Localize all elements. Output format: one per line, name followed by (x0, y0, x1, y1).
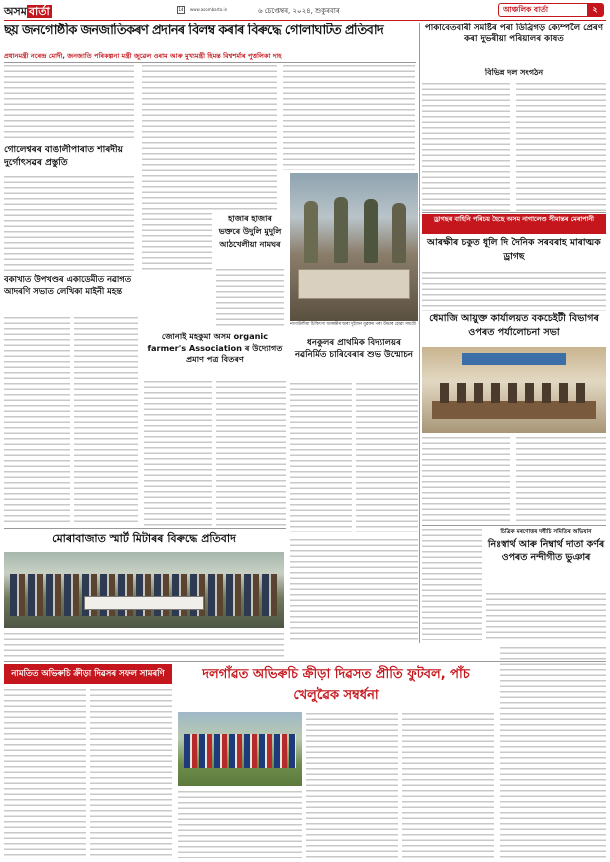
sports-left-body (4, 688, 86, 858)
issue-date: ৬ চেপ্তেম্বৰ, ২০২৪, শুকুৰবাৰ (258, 7, 340, 15)
right-bottom-body (500, 646, 606, 858)
organic-headline: জোনাই মহকুমা অসম organic farmer's Association ৰ উদ্যোগত প্ৰমাণ পত্ৰ বিতৰণ (147, 331, 283, 364)
pakabetari-body (422, 82, 510, 212)
sports-left-headline: নামতিত অভিৰুচি ক্ৰীড়া দিৱসৰ সফল সামৰণি (11, 668, 165, 678)
teacher-body-2 (356, 382, 418, 532)
sports-team-photo (178, 712, 302, 786)
goleshwar-headline: গোলেশ্বৰৰ বাঙালীপাৰাত শাৰদীয় দুৰ্গোৎসৱৰ প্ৰস্তুতি (4, 145, 123, 168)
teacher-headline: ধনকুলৰ প্ৰাথমিক বিদ্যালয়ৰ নৱনিৰ্মিত চাৰিবেৰাৰ শুভ উন্মোচন (295, 338, 413, 360)
masthead-rule (4, 20, 606, 21)
teacher-body (290, 382, 352, 532)
organic-body (144, 380, 212, 526)
dhemaji-headline: ধেমাজি আয়ুক্ত কাৰ্যালয়ত বকচেইটী বিভাগৰ ওপৰত পৰ্যালোচনা সভা (429, 313, 599, 338)
lead-body-col-2 (142, 64, 277, 210)
banner (462, 353, 566, 365)
section-label (498, 3, 604, 17)
separator-sports (4, 661, 606, 662)
meeting-table (432, 401, 596, 419)
drug-kicker: ড্ৰাগছৰ বাহিনি পৰিচয় হৈছে অসম নাগালেণ্ড সীমান্তৰ মেৰাপানী (422, 214, 606, 234)
organic-body-2 (216, 380, 286, 526)
attendees (440, 383, 588, 403)
logo-left: অসম (4, 5, 27, 18)
lead-body-col-1 (4, 64, 134, 142)
pakabetari-body-2 (516, 82, 606, 212)
goleshwar-body (4, 175, 134, 271)
website: www.asombarta.in (190, 7, 228, 12)
pakabetari-subhead: বিভিন্ন দল সংগঠন (484, 68, 544, 77)
sports-left-box (4, 664, 172, 684)
lead-subhead: প্ৰধানমন্ত্ৰী নৰেন্দ্ৰ মোদী, জনজাতি পৰিকল্পনা মন্ত্ৰী জুৱেল ওৰাম আৰু মুখ্যমন্ত্ৰী হিমন্ত বিশ্বশৰ্মাৰ পুত্তলিকা দাহ (4, 52, 282, 60)
nanab-headline: হাজাৰ হাজাৰ ভক্তৰে উদুলি মুদুলি আঠখেলীয়া নামঘৰ (218, 214, 282, 249)
logo-right: বাৰ্তা (28, 5, 50, 18)
sports-left-body-2 (90, 688, 172, 858)
officer-figure-4 (392, 203, 406, 263)
separator-dhemaji (422, 525, 606, 526)
page-number: ২ (587, 4, 603, 16)
separator-right-col (419, 23, 420, 643)
section-name: আঞ্চলিক বাৰ্তা (503, 5, 549, 14)
page-icon: 14 (178, 7, 184, 12)
smart-meter-protest-photo (4, 552, 284, 628)
bokakhat-body (4, 316, 70, 526)
kunjalal-headline: নিঃস্বাৰ্থ আৰু নিম্বাৰ্থ দাতা কৰ্ণৰ ওপৰত নন্দীগীত ভুঞাৰ (487, 539, 605, 563)
lead-headline: ছয় জনগোষ্ঠীক জনজাতিকৰণ প্ৰদানৰ বিলম্ব কৰাৰ বিৰুদ্ধে গোলাঘাটত প্ৰতিবাদ (4, 23, 384, 38)
dhemaji-body (422, 436, 510, 524)
sports-main-body (178, 790, 302, 858)
separator-pakabetari (422, 212, 606, 213)
players-row (184, 734, 296, 768)
dhemaji-body-2 (516, 436, 606, 524)
seizure-photo-caption: নাগাউলীয়া চিকিৎসা আৰক্ষীৰ দ্বাৰা দুইজন যুৱকৰ পৰা উদ্ধাৰ হোৱা সামগ্ৰী (290, 322, 416, 327)
lead-body-col-3 (283, 64, 415, 170)
sports-main-body-2 (306, 712, 398, 858)
kunjalal-body (422, 528, 482, 640)
separator-smart-meter (4, 528, 286, 529)
seized-items-table (298, 269, 410, 299)
protest-banner (84, 596, 204, 610)
sports-main-headline: দলগাঁৱত অভিৰুচি ক্ৰীড়া দিৱসত প্ৰীতি ফুটবল, পাঁচ খেলুৱৈক সম্বৰ্ধনা (202, 667, 470, 703)
officer-figure-1 (304, 201, 318, 263)
nanab-body (142, 212, 212, 272)
bokakhat-headline: বকাখাত উপখণ্ডৰ একাডেমীত নৱাগত আদৰণি সভাত লেখিকা মাইনী মহন্ত (4, 274, 132, 296)
dhemaji-meeting-photo (422, 347, 606, 433)
masthead (0, 0, 610, 20)
officer-figure-2 (334, 197, 348, 263)
smart-meter-body (4, 632, 284, 660)
smart-meter-headline: মোৰাবাজাত স্মাৰ্ট মিটাৰৰ বিৰুদ্ধে প্ৰতিবাদ (52, 532, 236, 545)
pakabetari-headline: পাকাবেতবাৰী সমষ্টিৰ পৰা ডিব্ৰিগড় ক্যেম্পলৈ প্ৰেৰণ কৰা দুভৰীয়া পৰিয়ালৰ কাষত (424, 23, 604, 44)
seizure-photo (290, 173, 418, 321)
nanab-body-2 (216, 268, 284, 328)
sports-main-body-3 (402, 712, 494, 858)
kunjalal-body-2 (486, 592, 606, 640)
teacher-body-3 (290, 538, 418, 640)
officer-figure-3 (364, 199, 378, 263)
drug-body (422, 271, 606, 311)
bokakhat-body-2 (74, 316, 138, 526)
separator-lead (4, 62, 416, 63)
drug-headline: আৰক্ষীৰ চকুত ধূলি দি দৈনিক সৰবৰাহ মাৰাত্মক ড্ৰাগছ (427, 237, 601, 262)
kunjalal-kicker: চিত্ৰিক মৰণোত্তৰ দধীচি সমিতিৰ অভিযান (500, 529, 592, 535)
